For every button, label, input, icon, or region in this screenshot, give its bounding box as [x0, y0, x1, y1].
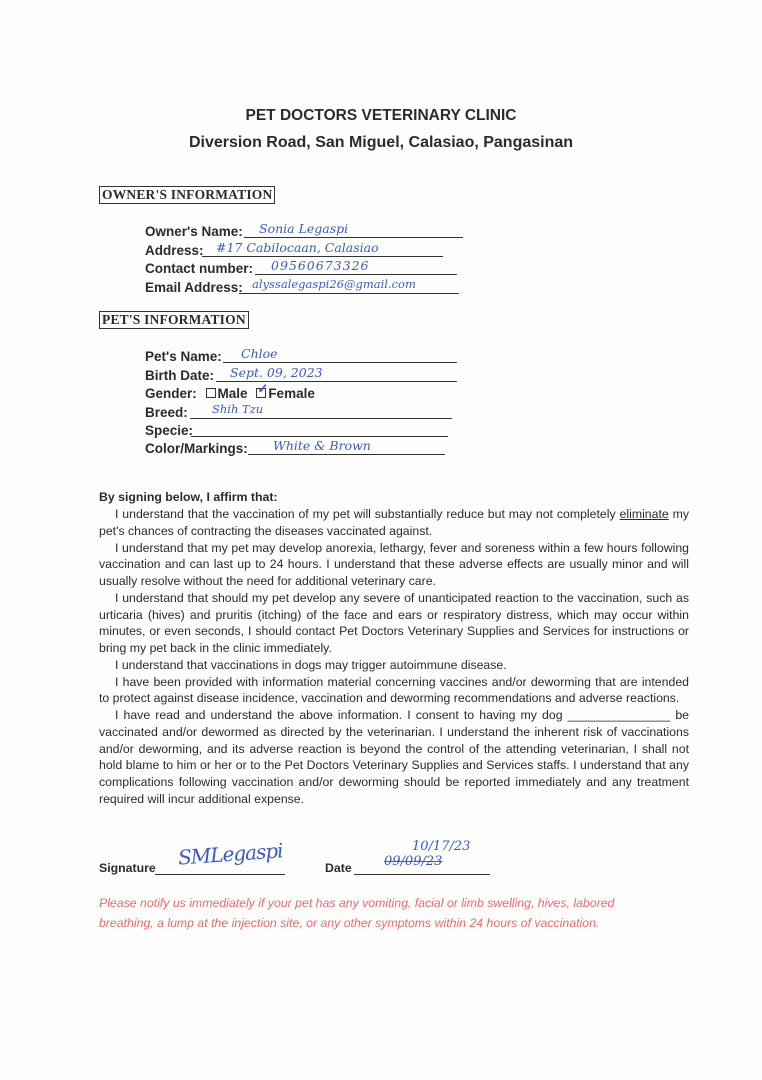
clinic-address: Diversion Road, San Miguel, Calasiao, Pangasinan — [188, 134, 574, 151]
breed-value: Shih Tzu — [212, 402, 264, 416]
date-struck-value: 09/09/23 — [384, 854, 443, 869]
consent-paragraph-1-underlined: eliminate — [619, 507, 669, 521]
owner-name-label: Owner's Name: — [145, 224, 243, 239]
dog-name-blank[interactable]: _______________ — [567, 708, 671, 722]
breed-label: Breed: — [145, 405, 188, 420]
specie-line[interactable] — [191, 422, 448, 437]
consent-text — [99, 506, 689, 808]
clinic-name: PET DOCTORS VETERINARY CLINIC — [245, 107, 517, 124]
owner-contact-label: Contact number: — [145, 261, 253, 276]
gender-female-label: Female — [268, 386, 315, 401]
color-markings-label: Color/Markings: — [145, 441, 248, 456]
owner-contact-value: 09560673326 — [271, 258, 370, 273]
gender-row — [145, 386, 315, 401]
consent-paragraph-1-a: I understand that the vaccination of my pet will substantially reduce but may not completely — [115, 507, 616, 521]
gender-label: Gender: — [145, 386, 197, 401]
consent-paragraph-3: I understand that should my pet develop any severe of unanticipated reaction to the vaccination, such as urticaria (hives) and pruritis (itching) of the face and ears or respiratory distress, which may occur within minutes, or even seconds, I should contact Pet Doctors Veterinary Supplies and Services for instructions or bring my pet back in the clinic immediately. — [99, 590, 689, 655]
gender-male-label: Male — [217, 386, 248, 401]
birth-date-label: Birth Date: — [145, 368, 215, 383]
date-label: Date — [325, 861, 352, 875]
date-value: 10/17/23 — [412, 839, 471, 854]
owner-email-label: Email Address: — [145, 280, 243, 295]
gender-female-checkbox[interactable] — [256, 388, 266, 398]
pet-section-heading: PET'S INFORMATION — [99, 311, 249, 329]
owner-name-value: Sonia Legaspi — [259, 221, 349, 236]
owner-section-heading: OWNER'S INFORMATION — [99, 186, 275, 204]
affirm-heading: By signing below, I affirm that: — [99, 490, 278, 504]
consent-paragraph-2: I understand that my pet may develop anorexia, lethargy, fever and soreness within a few hours following vaccination and can last up to 24 hours. I understand that these adverse effects are usually minor and will usually resolve without the need for additional veterinary care. — [99, 540, 689, 588]
signature-image: SMLegaspi — [177, 838, 284, 870]
consent-paragraph-6 — [99, 707, 689, 808]
owner-address-value: #17 Cabilocaan, Calasiao — [216, 240, 379, 255]
consent-paragraph-1-c: my pet's chances of contracting the diseases vaccinated against. — [99, 507, 690, 538]
owner-address-label: Address: — [145, 243, 204, 258]
pet-name-value: Chloe — [241, 346, 278, 361]
color-markings-value: White & Brown — [273, 438, 371, 453]
consent-paragraph-4: I understand that vaccinations in dogs may trigger autoimmune disease. — [115, 657, 507, 672]
owner-email-value: alyssalegaspi26@gmail.com — [252, 277, 416, 291]
consent-paragraph-1 — [99, 506, 689, 540]
pet-name-label: Pet's Name: — [145, 349, 222, 364]
specie-label: Specie: — [145, 423, 194, 438]
gender-male-checkbox[interactable] — [206, 388, 216, 398]
birth-date-value: Sept. 09, 2023 — [230, 365, 323, 380]
consent-paragraph-6-b: be vaccinated and/or dewormed as directed by the veterinarian. I understand the inherent risk of vaccinations and/or deworming, and its adverse reaction is beyond the control of the attending veterinarian, I shall not hold blame to him or her or to the Pet Doctors Veterinary Supplies and Services staffs. I understand that any complications following vaccination and/or deworming should be reported immediately and any treatment required will incur additional expense. — [99, 708, 689, 806]
consent-paragraph-6-a: I have read and understand the above information. I consent to having my dog — [115, 708, 563, 722]
notice-text: Please notify us immediately if your pet has any vomiting, facial or limb swelling, hives, labored breathing, a lump at the injection site, or any other symptoms within 24 hours of vaccination. — [99, 896, 615, 930]
signature-label: Signature — [99, 861, 156, 875]
consent-paragraph-5: I have been provided with information material concerning vaccines and/or deworming that are intended to protect against disease incidence, vaccination and deworming recommendations and adverse reactions. — [99, 674, 689, 706]
